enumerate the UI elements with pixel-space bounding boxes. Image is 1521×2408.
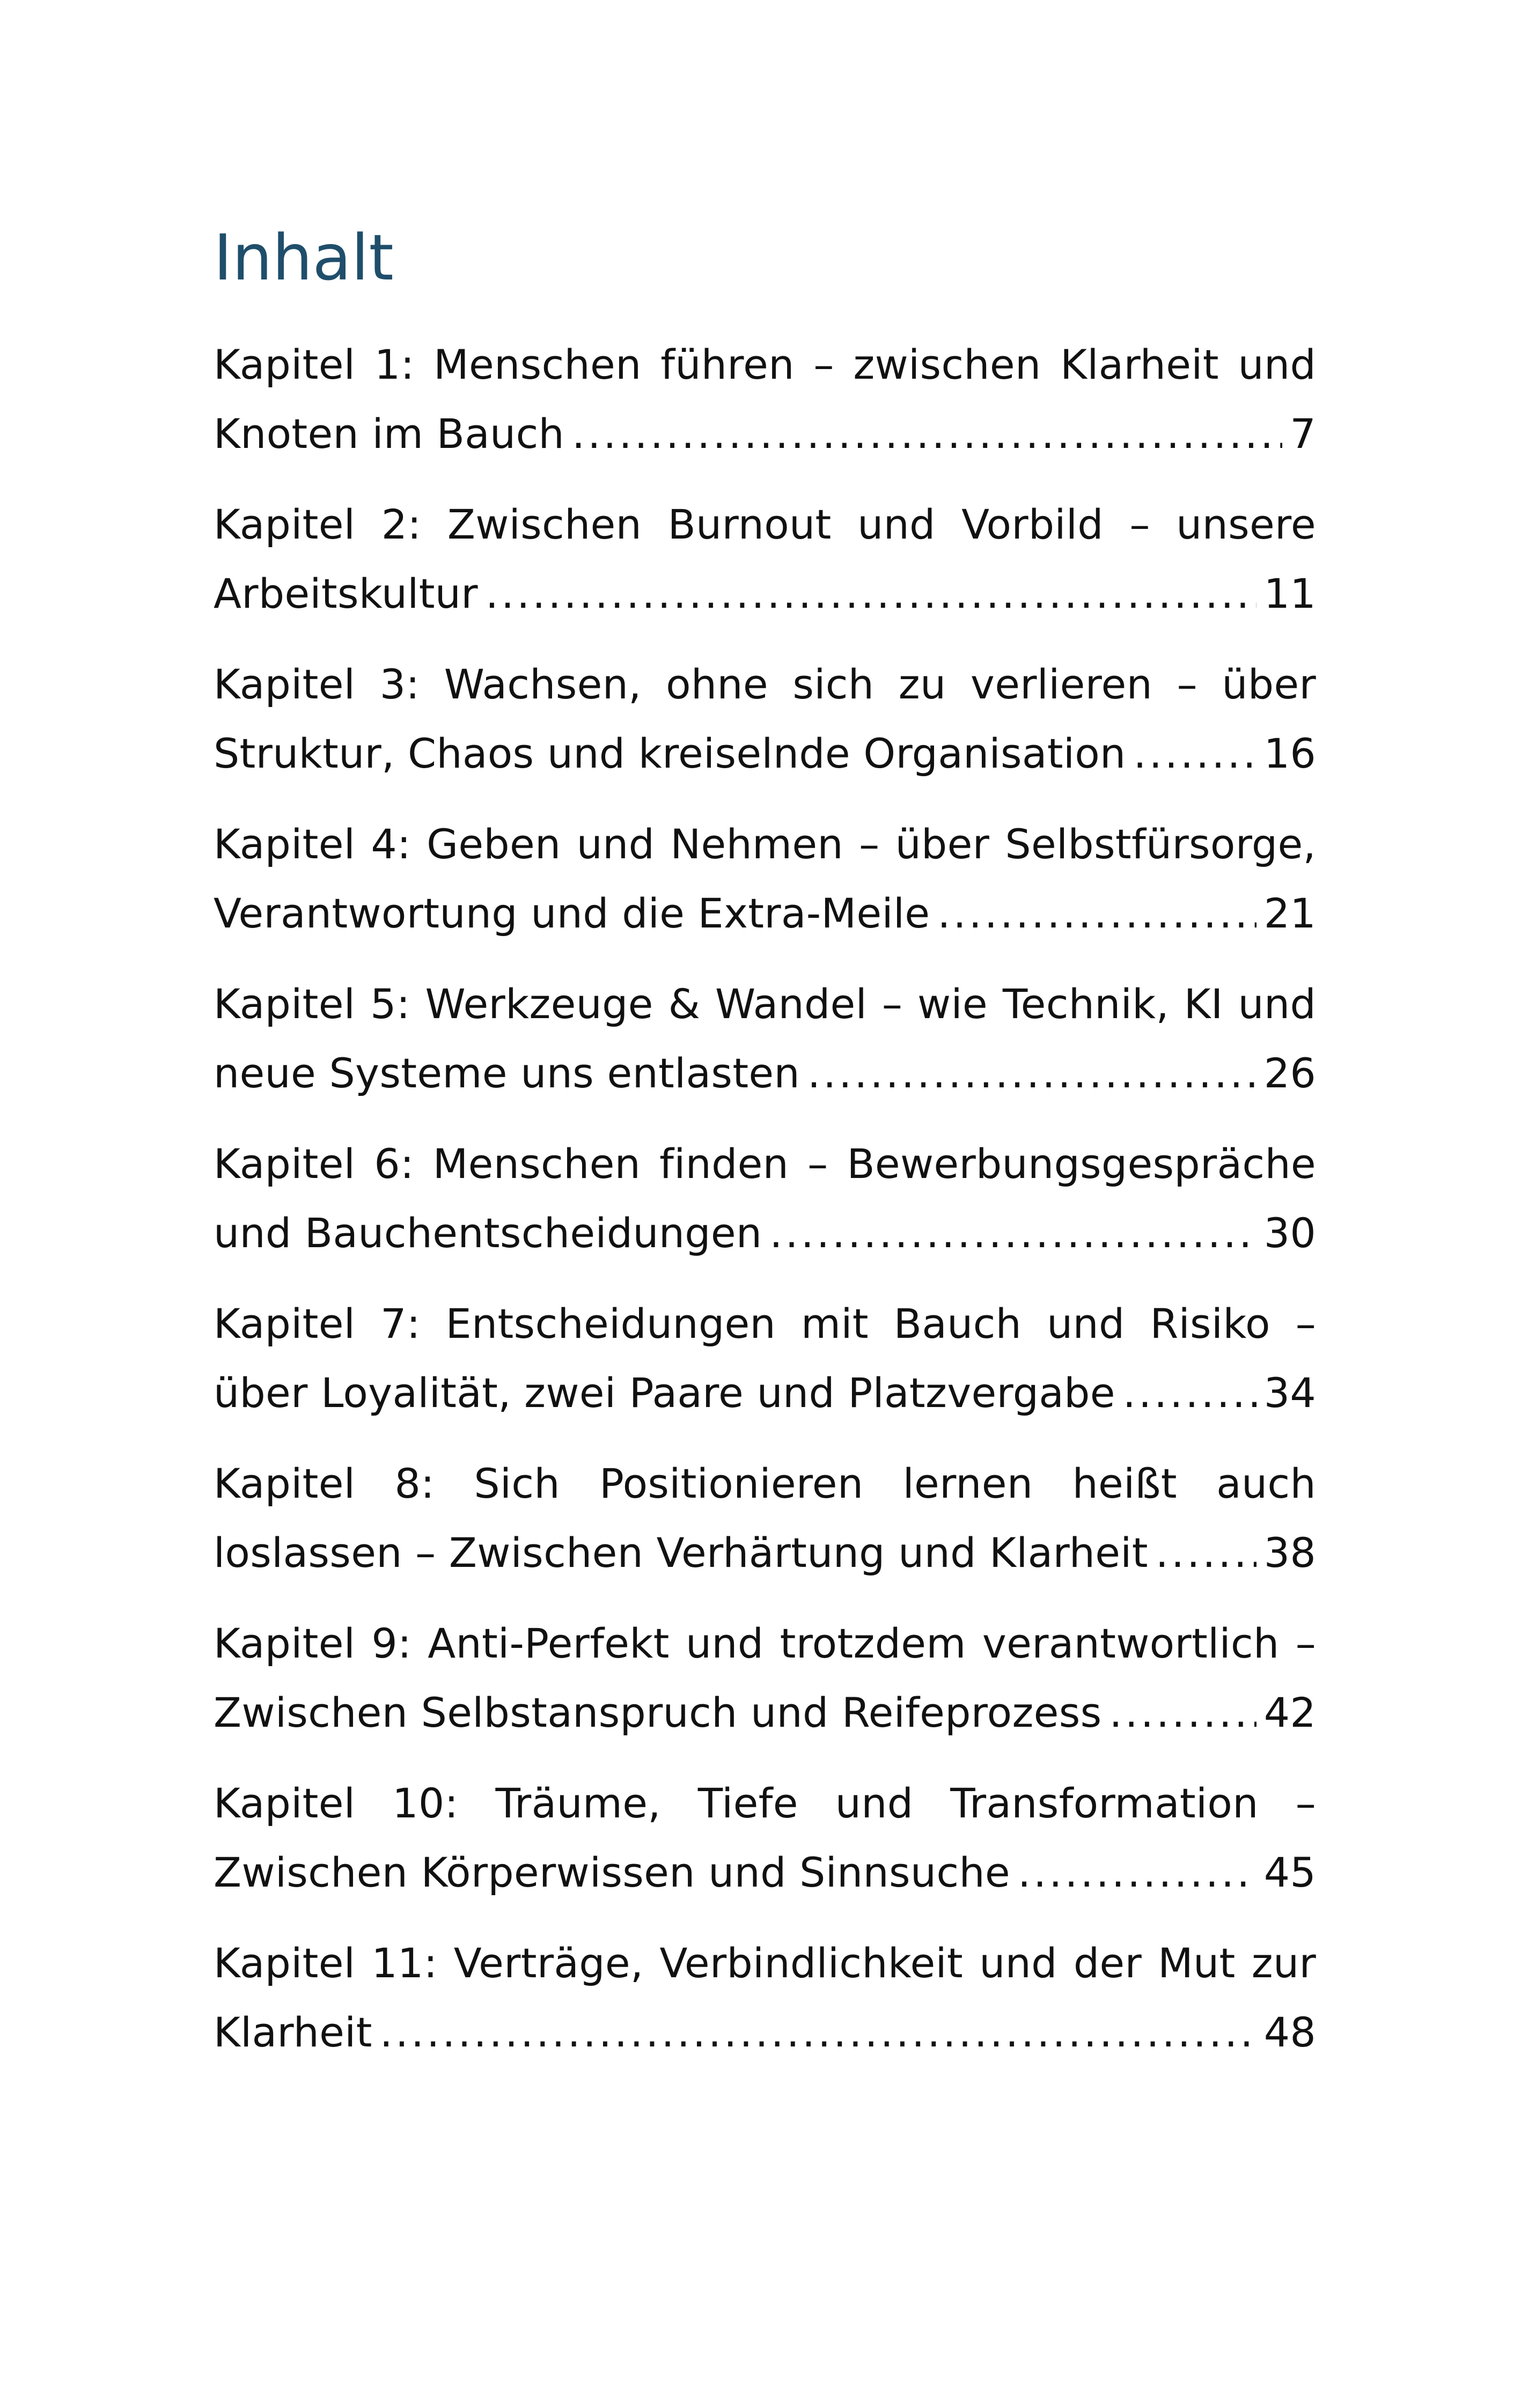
toc-entry-heading-line: Kapitel 5: Werkzeuge & Wandel – wie Technik, KI und	[214, 980, 1316, 1028]
toc-page-number: 30	[1263, 1209, 1316, 1257]
dot-leader	[1156, 1518, 1257, 1587]
toc-entry-continuation-text: Arbeitskultur	[214, 570, 478, 617]
dot-leader	[572, 399, 1282, 468]
toc-entry-continuation-line	[214, 1358, 1316, 1427]
toc-entry-continuation-text: und Bauchentscheidungen	[214, 1209, 762, 1257]
toc-page-number: 48	[1263, 2008, 1316, 2056]
toc-entry	[214, 650, 1316, 809]
toc-page-number: 7	[1290, 410, 1316, 458]
toc-entry-continuation-text: Knoten im Bauch	[214, 410, 565, 458]
toc-page-number: 42	[1263, 1689, 1316, 1736]
toc-entry	[214, 1769, 1316, 1928]
toc-entry-heading-line: Kapitel 4: Geben und Nehmen – über Selbstfürsorge,	[214, 820, 1316, 868]
toc-entry-continuation-line	[214, 879, 1316, 948]
toc-entry-continuation-text: Struktur, Chaos und kreiselnde Organisation	[214, 730, 1126, 777]
toc-entry-heading-line: Kapitel 1: Menschen führen – zwischen Klarheit und	[214, 341, 1316, 388]
toc-entry	[214, 330, 1316, 490]
toc-entry-continuation-line	[214, 1198, 1316, 1268]
toc-entry-continuation-line	[214, 1518, 1316, 1587]
toc-entry-continuation-text: Verantwortung und die Extra-Meile	[214, 889, 930, 937]
toc-entry-continuation-text: Zwischen Körperwissen und Sinnsuche	[214, 1849, 1010, 1896]
dot-leader	[1123, 1358, 1257, 1427]
toc-entry-continuation-text: über Loyalität, zwei Paare und Platzvergabe	[214, 1369, 1115, 1417]
dot-leader	[769, 1198, 1256, 1268]
toc-entry	[214, 490, 1316, 650]
dot-leader	[937, 879, 1256, 948]
toc-entry-heading-line: Kapitel 10: Träume, Tiefe und Transformation –	[214, 1779, 1316, 1827]
toc-title: Inhalt	[214, 220, 394, 294]
toc-page-number: 11	[1263, 570, 1316, 617]
toc-entry-heading-line: Kapitel 3: Wachsen, ohne sich zu verlieren – über	[214, 660, 1316, 708]
dot-leader	[1018, 1838, 1257, 1907]
toc-entry-heading-line: Kapitel 2: Zwischen Burnout und Vorbild – unsere	[214, 500, 1316, 548]
dot-leader	[807, 1039, 1257, 1108]
toc-page-number: 45	[1263, 1849, 1316, 1896]
toc-entry	[214, 1129, 1316, 1289]
toc-entry	[214, 809, 1316, 969]
dot-leader	[1134, 719, 1257, 788]
dot-leader	[1109, 1678, 1257, 1747]
toc-entry-continuation-line	[214, 399, 1316, 468]
toc-page-number: 21	[1263, 889, 1316, 937]
toc-entry-heading-line: Kapitel 6: Menschen finden – Bewerbungsgespräche	[214, 1140, 1316, 1188]
toc-entry-heading-line: Kapitel 9: Anti-Perfekt und trotzdem verantwortlich –	[214, 1619, 1316, 1667]
toc-page-number: 34	[1263, 1369, 1316, 1417]
toc-entry-continuation-line	[214, 559, 1316, 628]
toc-page-number: 16	[1263, 730, 1316, 777]
toc-entry-continuation-line	[214, 1838, 1316, 1907]
toc-entry-continuation-line	[214, 1678, 1316, 1747]
toc-entry	[214, 1928, 1316, 2088]
dot-leader	[380, 1998, 1257, 2067]
toc-entry-continuation-line	[214, 719, 1316, 788]
toc-entry-continuation-text: Klarheit	[214, 2008, 372, 2056]
toc-entry	[214, 1449, 1316, 1609]
toc-entry-heading-line: Kapitel 7: Entscheidungen mit Bauch und Risiko –	[214, 1300, 1316, 1347]
toc-entry-continuation-text: neue Systeme uns entlasten	[214, 1049, 800, 1097]
toc-entry-continuation-text: loslassen – Zwischen Verhärtung und Klarheit	[214, 1529, 1148, 1577]
toc-page-number: 38	[1263, 1529, 1316, 1577]
toc-entry-heading-line: Kapitel 8: Sich Positionieren lernen heißt auch	[214, 1460, 1316, 1507]
table-of-contents	[214, 330, 1316, 2088]
dot-leader	[486, 559, 1257, 628]
toc-entry-heading-line: Kapitel 11: Verträge, Verbindlichkeit und der Mut zur	[214, 1939, 1316, 1987]
toc-entry-continuation-text: Zwischen Selbstanspruch und Reifeprozess	[214, 1689, 1102, 1736]
toc-entry-continuation-line	[214, 1998, 1316, 2067]
toc-entry-continuation-line	[214, 1039, 1316, 1108]
toc-entry	[214, 969, 1316, 1129]
toc-page-number: 26	[1263, 1049, 1316, 1097]
toc-entry	[214, 1289, 1316, 1449]
toc-entry	[214, 1609, 1316, 1769]
